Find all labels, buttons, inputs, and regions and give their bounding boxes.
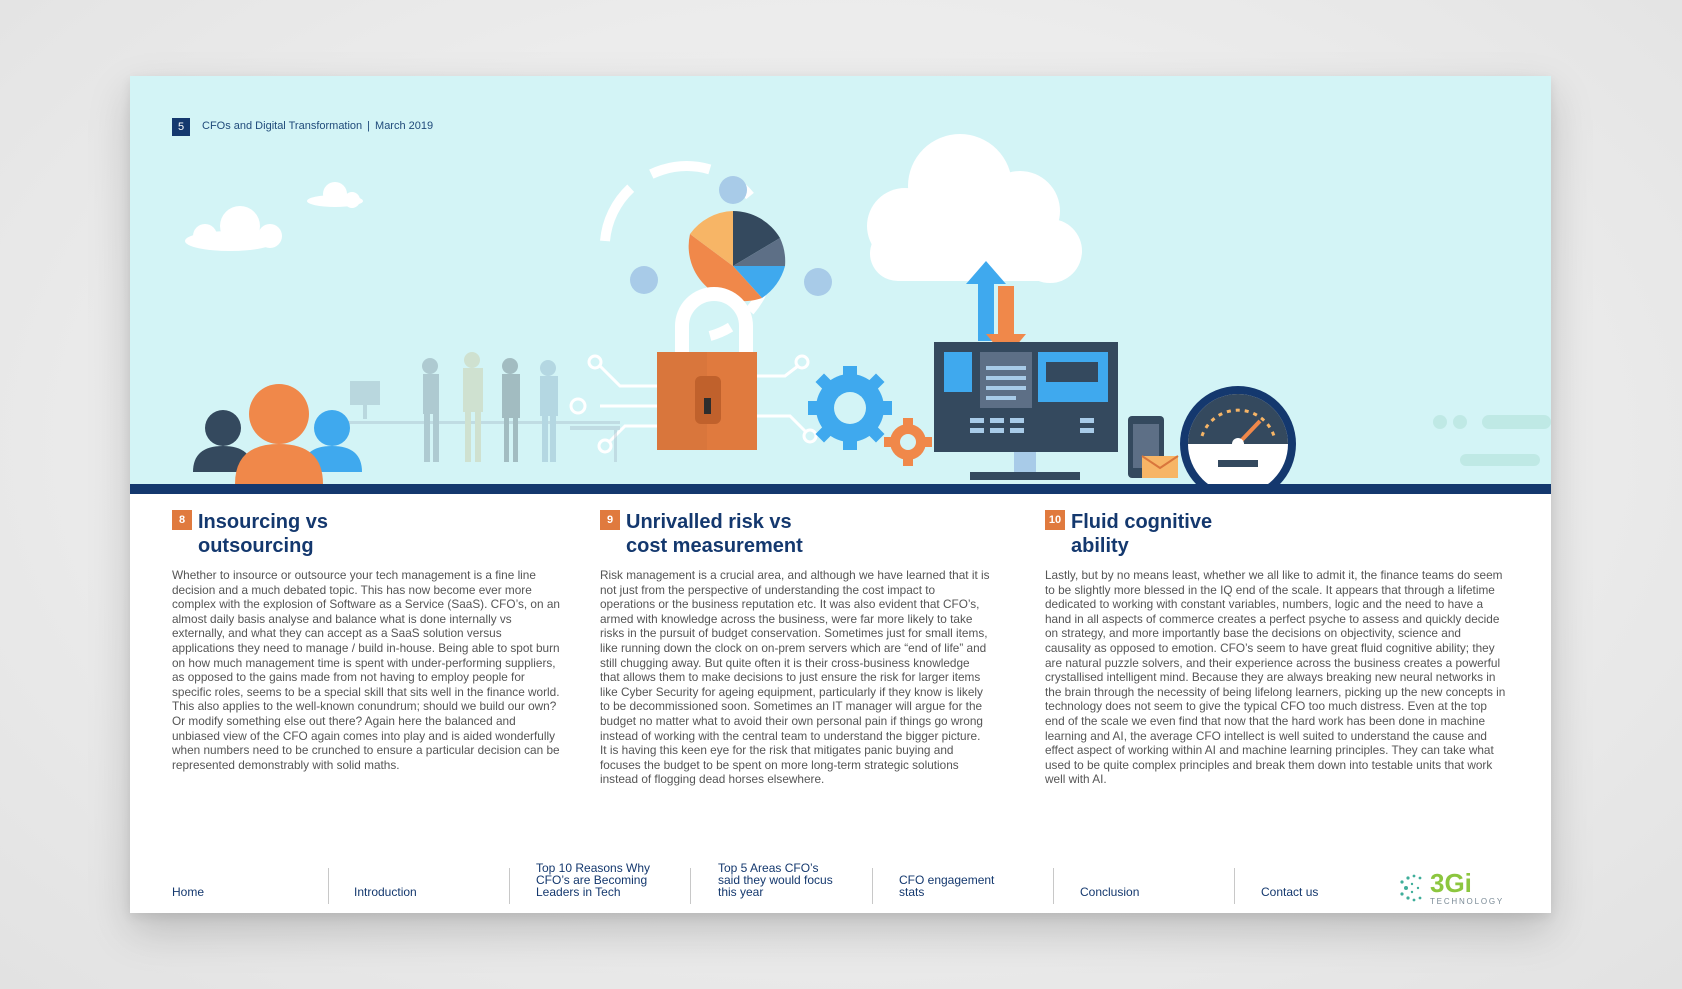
monitor-icon bbox=[934, 342, 1118, 480]
section-title bbox=[1071, 510, 1431, 558]
section-header bbox=[172, 510, 562, 562]
section-title-line: Fluid cognitive bbox=[1071, 511, 1213, 533]
logo-mark-icon bbox=[1394, 864, 1534, 908]
padlock-icon bbox=[657, 294, 757, 450]
section-insourcing bbox=[172, 510, 562, 772]
hero-illustration bbox=[130, 76, 1551, 484]
people-group-illustration bbox=[340, 352, 620, 462]
section-cognitive bbox=[1045, 510, 1507, 787]
section-number-badge: 10 bbox=[1045, 510, 1065, 530]
speedometer-icon bbox=[1180, 386, 1296, 484]
section-title-line: outsourcing bbox=[198, 535, 314, 557]
nav-conclusion-link[interactable]: Conclusion bbox=[1080, 885, 1140, 899]
doc-title-text: CFOs and Digital Transformation bbox=[202, 120, 363, 132]
section-header bbox=[1045, 510, 1507, 562]
logo-brand: 3Gi bbox=[1430, 868, 1472, 898]
title-separator: | bbox=[367, 120, 371, 132]
nav-divider bbox=[328, 868, 329, 904]
nav-top10-link[interactable]: Top 10 Reasons Why CFO’s are Becoming Leaders in Tech bbox=[536, 861, 651, 899]
page-number-badge: 5 bbox=[172, 118, 190, 136]
envelope-icon bbox=[1142, 456, 1178, 478]
nav-divider bbox=[872, 868, 873, 904]
users-icon bbox=[193, 384, 362, 484]
section-title-line: Insourcing vs bbox=[198, 511, 329, 533]
nav-divider bbox=[1053, 868, 1054, 904]
section-title bbox=[198, 510, 558, 558]
nav-introduction-link[interactable]: Introduction bbox=[354, 885, 417, 899]
section-header bbox=[600, 510, 990, 562]
logo-tagline: TECHNOLOGY bbox=[1430, 897, 1505, 906]
nav-divider bbox=[1234, 868, 1235, 904]
section-title-line: Unrivalled risk vs bbox=[626, 511, 792, 533]
nav-top5-link[interactable]: Top 5 Areas CFO’s said they would focus this year bbox=[718, 861, 833, 899]
small-gear-icon bbox=[884, 418, 932, 466]
section-title-line: cost measurement bbox=[626, 535, 803, 557]
doc-date: March 2019 bbox=[375, 120, 434, 132]
pie-chart-icon bbox=[689, 211, 786, 301]
nav-stats-link[interactable]: CFO engagement stats bbox=[899, 873, 995, 899]
nav-divider bbox=[509, 868, 510, 904]
section-body: Whether to insource or outsource your tech management is a fine line decision and a much debated topic. This has now become ever more complex with the explosion of Software as a Service (SaaS). CFO’s, on an almost daily basis analyse and balance what is done internally vs externally, and what they can accept as a SaaS solution versus applications they need to manage / build in-house. Being able to spot burn on how much management time is spent with under-performing suppliers, as opposed to the gains made from not having to employ people for specific roles, seems to be a special skill that sits well in the finance world. This also applies to the well-known conundrum; should we build our own? Or modify something else out there? Again here the balanced and unbiased view of the CFO again comes into play and is aided wonderfully when numbers need to be crunched to ensure a particular decision can be represented demonstrably with solid maths. bbox=[172, 568, 560, 772]
section-risk bbox=[600, 510, 990, 787]
company-logo[interactable] bbox=[1394, 864, 1534, 908]
footer-nav bbox=[130, 860, 1551, 912]
section-number-badge: 8 bbox=[172, 510, 192, 530]
section-number-badge: 9 bbox=[600, 510, 620, 530]
nav-divider bbox=[690, 868, 691, 904]
tech-illustration bbox=[130, 76, 1551, 484]
gear-icon bbox=[808, 366, 892, 450]
section-title bbox=[626, 510, 986, 558]
nav-home-link[interactable]: Home bbox=[172, 885, 205, 899]
cloud-icon bbox=[867, 134, 1082, 283]
section-title-line: ability bbox=[1071, 535, 1129, 557]
document-page bbox=[130, 76, 1551, 913]
nav-contact-link[interactable]: Contact us bbox=[1261, 885, 1319, 899]
section-body: Lastly, but by no means least, whether we all like to admit it, the finance teams do seem to be slightly more blessed in the IQ end of the scale. It appears that through a lifetime dedicated to working with constant variables, numbers, logic and the need to have a hand in all aspects of commerce creates a perfect psyche to assess and quickly decide on strategy, and more importantly base the decisions on objectivity, science and causality as opposed to emotion. CFO’s seem to have great fluid cognitive ability; they are natural puzzle solvers, and their experience across the business creates a powerful crystallised intelligent mind. Because they are always breaking new neural networks in the brain through the necessity of being lifelong learners, picking up the new concepts in technology does not seem to give the typical CFO too much distress. Even at the top end of the scale we even find that now that the hard work has been done in machine learning and AI, the average CFO intellect is well suited to understand the cause and effect aspect of working within AI and machine learning principles. They can take what used to be quite complex principles and break them down into testable units that work well with AI. bbox=[1045, 568, 1506, 787]
decorative-bars bbox=[1433, 415, 1551, 466]
section-body: Risk management is a crucial area, and although we have learned that it is not just from the perspective of understanding the cost impact to operations or the business reputation etc. It was also evident that CFO’s, armed with knowledge across the business, were far more likely to take risks in the pursuit of budget conservation. Sometimes just for small items, like running down the clock on on-prem servers which are “end of life” and still chugging away. But quite often it is their cross-business knowledge that allows them to make decisions to just ensure the risk for larger items like Cyber Security for ageing equipment, particularly if they know is likely to be decommissioned soon. Sometimes an IT manager will argue for the budget no matter what to avoid their own personal pain if things go wrong instead of working with the central team to understand the bigger picture. It is having this keen eye for the risk that mitigates panic buying and focuses the budget to be spent on more long-term strategic solutions instead of flogging dead horses elsewhere. bbox=[600, 568, 990, 787]
small-cloud-icon bbox=[185, 182, 363, 251]
hero-divider bbox=[130, 484, 1551, 494]
